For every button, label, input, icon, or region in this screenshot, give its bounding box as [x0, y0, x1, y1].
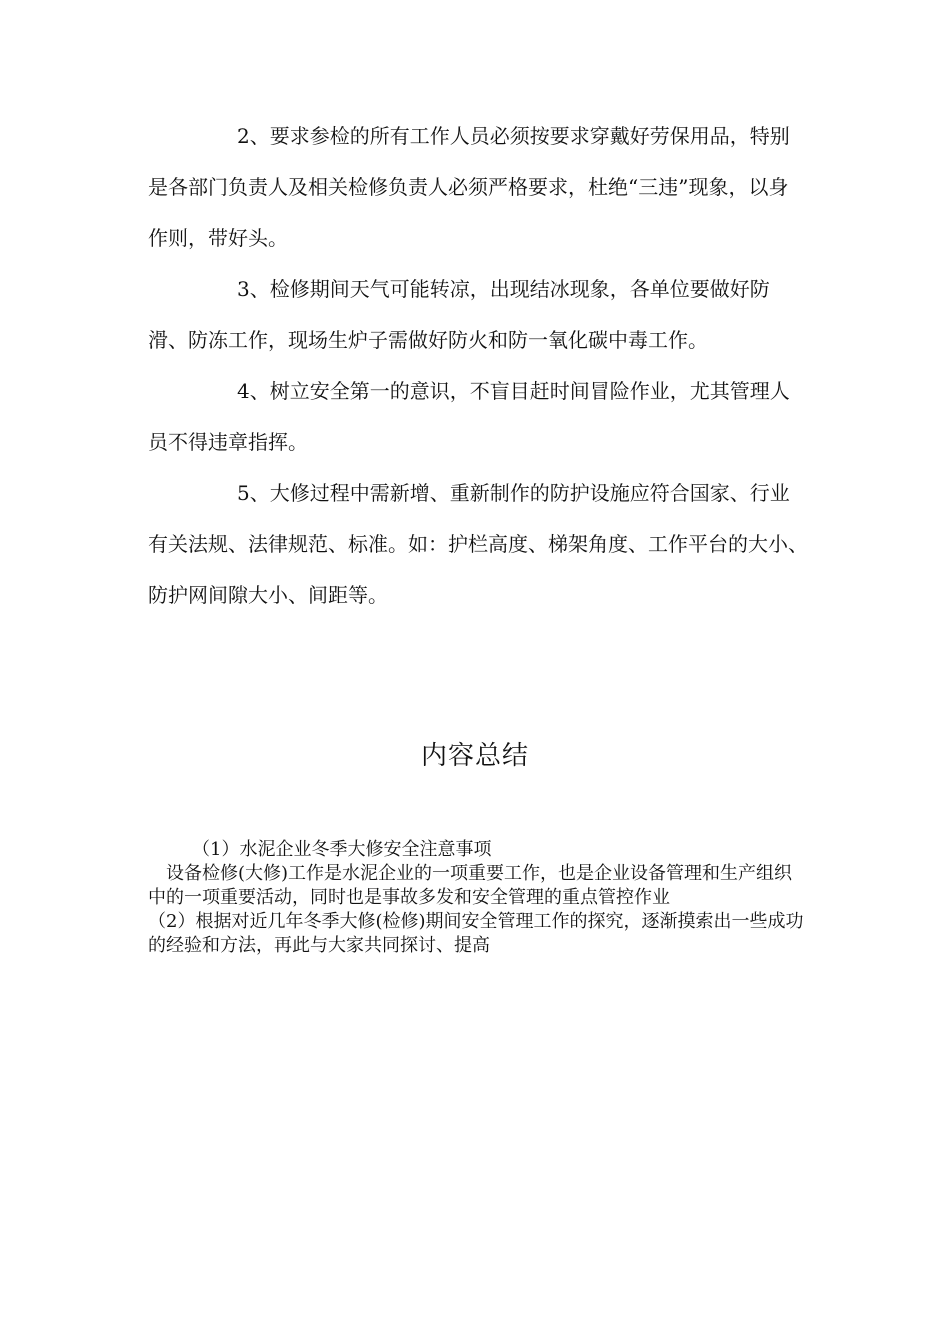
paragraph-4: 4、树立安全第一的意识，不盲目赶时间冒险作业，尤其管理人员不得违章指挥。: [148, 379, 790, 454]
summary-item-1: （1）水泥企业冬季大修安全注意事项: [192, 839, 492, 860]
summary-heading: 内容总结: [420, 741, 529, 771]
summary-item-1-body: 设备检修(大修)工作是水泥企业的一项重要工作，也是企业设备管理和生产组织中的一项重要活动，同时也是事故多发和安全管理的重点管控作业: [148, 863, 793, 908]
paragraph-2: 2、要求参检的所有工作人员必须按要求穿戴好劳保用品，特别是各部门负责人及相关检修负责人必须严格要求，杜绝“三违”现象，以身作则，带好头。: [148, 124, 790, 250]
paragraph-5: 5、大修过程中需新增、重新制作的防护设施应符合国家、行业有关法规、法律规范、标准。如：护栏高度、梯架角度、工作平台的大小、防护网间隙大小、间距等。: [148, 481, 808, 607]
summary-item-2: （2）根据对近几年冬季大修(检修)期间安全管理工作的探究，逐渐摸索出一些成功的经验和方法，再此与大家共同探讨、提高: [148, 911, 804, 956]
summary-section: [148, 838, 808, 958]
paragraph-3: 3、检修期间天气可能转凉，出现结冰现象，各单位要做好防滑、防冻工作，现场生炉子需做好防火和防一氧化碳中毒工作。: [148, 277, 770, 352]
body-section: [148, 111, 808, 621]
